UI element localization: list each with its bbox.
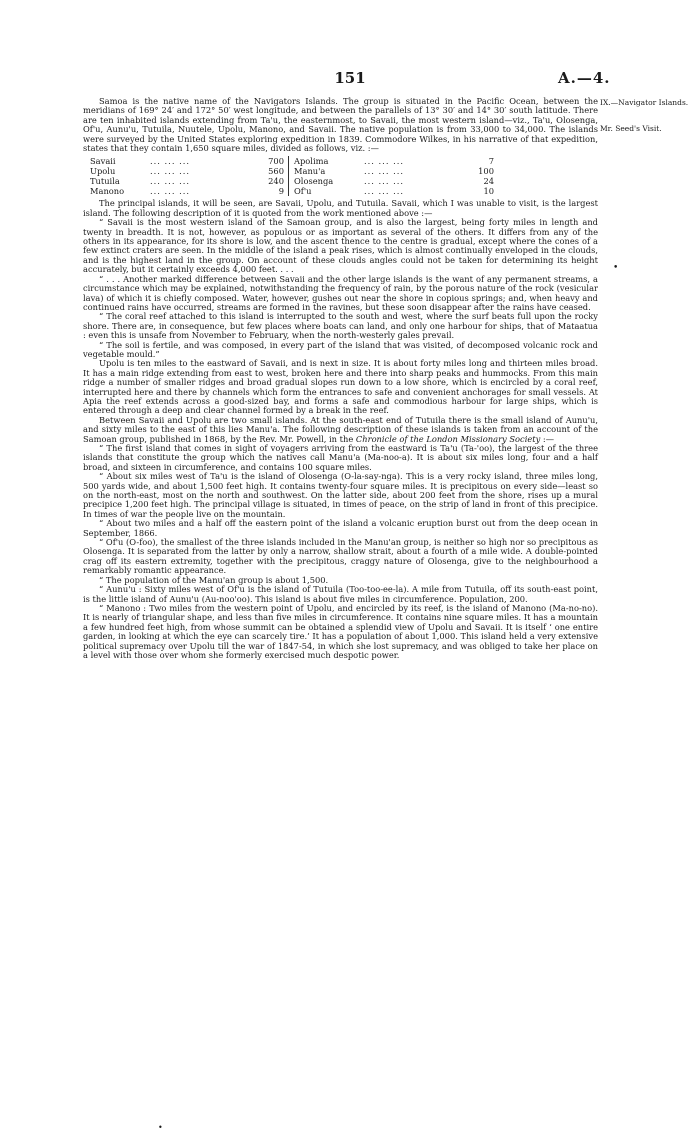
stray-dot: •	[158, 1123, 163, 1132]
paragraph-text-after: :—	[540, 433, 555, 444]
leader-dots: ... ... ...	[150, 156, 191, 167]
island-name-right: Olosenga	[294, 176, 334, 187]
island-area-left: 700	[260, 156, 289, 166]
island-area-right: 100	[478, 166, 494, 177]
island-name-left: Upolu	[90, 166, 116, 177]
paragraph-aunuu: “ Aunu'u : Sixty miles west of Of'u is the island of Tutuila (Too-too-ee-la). A mile from Tutuila, off its south-east point, is the little island of Aunu'u (Au-noo'oo). This island is about five miles in circumference. Population, 200.	[83, 584, 598, 604]
page-number: 151	[334, 69, 366, 87]
leader-dots: ... ... ...	[150, 186, 191, 197]
paragraph-eruption: “ About two miles and a half off the eastern point of the island a volcanic eruption burst out from the deep ocean in September, 1866.	[83, 518, 598, 538]
paragraph-manua-population: “ The population of the Manu'an group is about 1,500.	[99, 574, 329, 585]
paragraph-tau: “ The first island that comes in sight of voyagers arriving from the eastward is Ta'u (Ta-'oo), the largest of the three islands that constitute the group which the natives call Manu'a (Ma-noo-a). It is about six miles long, four and a half broad, and sixteen in circumference, and contains 100 square miles.	[83, 443, 598, 472]
paragraph-manono: “ Manono : Two miles from the western point of Upolu, and encircled by its reef, is the island of Manono (Ma-no-no). It is nearly of triangular shape, and less than five miles in circumference. It contains nine square miles. It has a mountain a few hundred feet high, from whose summit can be obtained a splendid view of Upolu and Savaii. It is itself ‘ one entire garden, in looking at which the eye can scarcely tire.’ It has a population of about 1,000. This island held a very extensive political supremacy over Upolu till the war of 1847-54, in which she lost supremacy, and was obliged to take her place on a level with those over whom she formerly exercised much despotic power.	[83, 602, 598, 660]
table-row	[90, 166, 494, 176]
island-area-right: 24	[483, 176, 494, 187]
leader-dots: ... ... ...	[150, 176, 191, 187]
island-area-left: 560	[260, 166, 289, 176]
margin-note-navigator-islands: IX.—Navigator Islands.	[600, 98, 689, 107]
island-name-left: Manono	[90, 186, 125, 197]
page-reference: A.—4.	[558, 69, 611, 87]
body-text	[83, 97, 598, 660]
journal-title: Chronicle of the London Missionary Society	[355, 433, 541, 444]
island-area-left: 240	[260, 176, 289, 186]
paragraph-upolu: Upolu is ten miles to the eastward of Savaii, and is next in size. It is about forty miles long and thirteen miles broad. It has a main ridge extending from east to west, broken here and there into sharp peaks and hummocks. From this main ridge a number of smaller ridges and broad gradual slopes run down to a low shore, which is encircled by a coral reef, interrupted here and there by channels which form the entrances to safe and convenient anchorages for small vessels. At Apia the reef extends across a good-sized bay, and forms a safe and commodious harbour for large ships, which is entered through a deep and clear channel formed by a break in the reef.	[83, 358, 598, 416]
margin-dot: •	[613, 263, 619, 273]
island-area-right: 10	[483, 186, 494, 197]
paragraph-text: Between Savaii and Upolu are two small islands. At the south-east end of Tutuila there is the small island of Aunu'u, and sixty miles to the east of this lies Manu'a. The following description of these islands is taken from an account of the Samoan group, published in 1868, by the Rev. Mr. Powell, in the	[83, 414, 598, 444]
margin-note-seeds-visit: Mr. Seed's Visit.	[600, 124, 662, 133]
paragraph-savaii-streams: “ . . . Another marked difference between Savaii and the other large islands is the want of any permanent streams, a circumstance which may be explained, notwithstanding the frequency of rain, by the porous nature of the rock (vesicular lava) of which it is chiefly composed. Water, however, gushes out near the shore in copious springs; and, when heavy and continued rains have occurred, streams are formed in the ravines, but these soon disappear after the rains have ceased.	[83, 273, 598, 312]
leader-dots: ... ... ...	[364, 156, 405, 167]
table-row	[90, 156, 494, 166]
table-row	[90, 186, 494, 196]
paragraph-principal-islands: The principal islands, it will be seen, are Savaii, Upolu, and Tutuila. Savaii, which I was unable to visit, is the largest island. The following description of it is quoted from the work mentioned above :—	[83, 198, 598, 218]
island-name-left: Tutuila	[90, 176, 120, 187]
island-name-right: Apolima	[294, 156, 329, 167]
paragraph-ofu: “ Of'u (O-foo), the smallest of the three islands included in the Manu'an group, is neither so high nor so precipitous as Olosenga. It is separated from the latter by only a narrow, shallow strait, about a fourth of a mile wide. A double-pointed crag off its eastern extremity, together with the precipitous, craggy nature of Olosenga, give to the neighbourhood a remarkably romantic appearance.	[83, 537, 598, 576]
leader-dots: ... ... ...	[364, 176, 405, 187]
leader-dots: ... ... ...	[364, 166, 405, 177]
paragraph-small-islands	[83, 416, 598, 444]
paragraph-savaii-description: “ Savaii is the most western island of the Samoan group, and is also the largest, being forty miles in length and twenty in breadth. It is not, however, as populous or as important as several of the others. It differs from any of the others in its appearance, for its shore is low, and the ascent thence to the centre is gradual, except where the cones of a few extinct craters are seen. In the middle of the island a peak rises, which is almost continually enveloped in the clouds, and is the highest land in the group. On account of these clouds angles could not be taken for determining its height accurately, but it certainly exceeds 4,000 feet. . . .	[83, 217, 598, 275]
island-area-left: 9	[260, 186, 289, 196]
paragraph-olosenga: “ About six miles west of Ta'u is the island of Olosenga (O-la-say-nga). This is a very rocky island, three miles long, 500 yards wide, and about 1,500 feet high. It contains twenty-four square miles. It is precipitous on every side—least so on the north-east, most on the north and southwest. On the latter side, about 200 feet from the shore, rises up a mural precipice 1,200 feet high. The principal village is situated, in times of peace, on the strip of land in front of this precipice. In times of war the people live on the mountain.	[83, 471, 598, 519]
paragraph-coral-reef: “ The coral reef attached to this island is interrupted to the south and west, where the surf beats full upon the rocky shore. There are, in consequence, but few places where boats can land, and only one harbour for ships, that of Mataatua : even this is unsafe from November to February, when the north-westerly gales prevail.	[83, 311, 598, 341]
leader-dots: ... ... ...	[364, 186, 405, 197]
island-name-right: Of'u	[294, 186, 312, 197]
island-name-left: Savaii	[90, 156, 116, 167]
island-area-right: 7	[488, 156, 494, 167]
islands-area-table	[90, 156, 494, 196]
intro-paragraph: Samoa is the native name of the Navigators Islands. The group is situated in the Pacific Ocean, between the meridians of 169° 24′ and 172° 50′ west longitude, and between the parallels of 13° 30′ and 14° 30′ south latitude. There are ten inhabited islands extending from Ta'u, the easternmost, to Savaii, the most western island—viz., Ta'u, Olosenga, Of'u, Aunu'u, Tutuila, Nuutele, Upolu, Manono, and Savaii. The native population is from 33,000 to 34,000. The islands were surveyed by the United States exploring expedition in 1839. Commodore Wilkes, in his narrative of that expedition, states that they contain 1,650 square miles, divided as follows, viz. :—	[83, 96, 598, 154]
table-row	[90, 176, 494, 186]
island-name-right: Manu'a	[294, 166, 326, 177]
paragraph-soil: “ The soil is fertile, and was composed, in every part of the island that was visited, of decomposed volcanic rock and vegetable mould.”	[83, 339, 598, 359]
leader-dots: ... ... ...	[150, 166, 191, 177]
